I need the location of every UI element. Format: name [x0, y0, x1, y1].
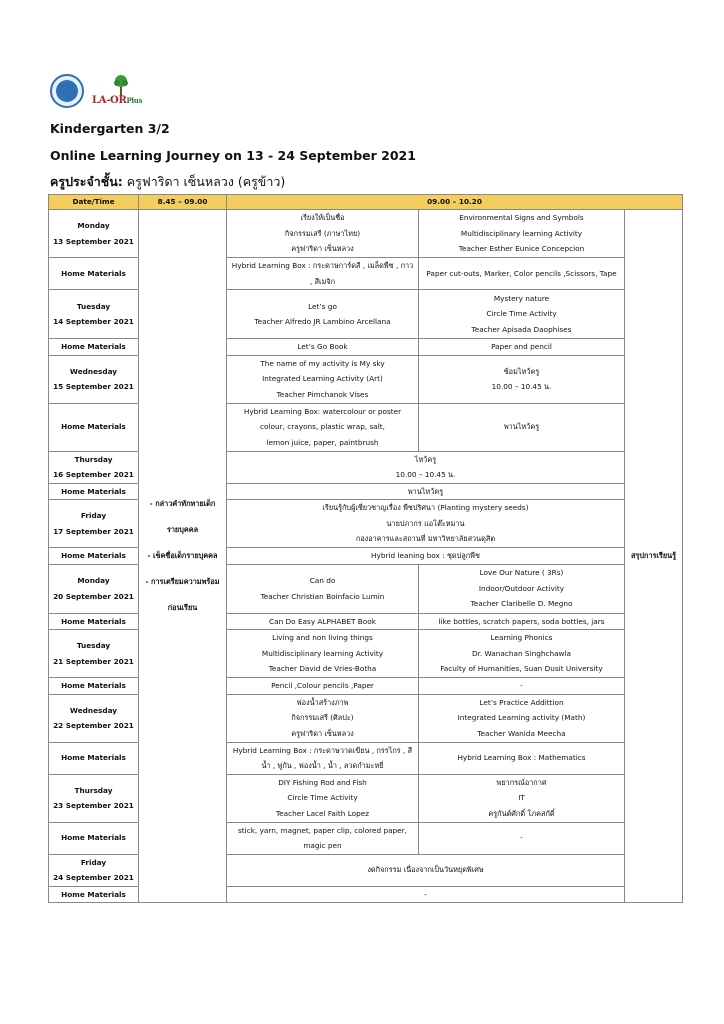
schedule-table	[48, 194, 683, 903]
materials-cell: -	[419, 822, 625, 854]
home-materials-label: Home Materials	[49, 483, 139, 500]
date-cell: Friday 17 September 2021	[49, 500, 139, 548]
date-cell: Monday 20 September 2021	[49, 564, 139, 613]
col-slot1: 8.45 – 09.00	[139, 195, 227, 210]
date-cell: Wednesday 22 September 2021	[49, 694, 139, 742]
materials-cell: Hybrid Learning Box : Mathematics	[419, 742, 625, 774]
date-cell: Tuesday 14 September 2021	[49, 290, 139, 339]
materials-cell: Paper cut-outs, Marker, Color pencils ,Scissors, Tape	[419, 258, 625, 290]
home-materials-label: Home Materials	[49, 548, 139, 565]
activity-cell: DIY Fishing Rod and Fish Circle Time Activity Teacher Lacel Faith Lopez	[227, 774, 419, 822]
materials-cell: Hybrid Learning Box : กระดาษวาดเขียน , กรรไกร , สี น้ำ , พู่กัน , ฟองน้ำ , น้ำ , ลวดกำมะหยี่	[227, 742, 419, 774]
school-seal-logo	[50, 74, 84, 108]
home-materials-label: Home Materials	[49, 339, 139, 356]
activity-cell: Love Our Nature ( 3Rs) Indoor/Outdoor Activity Teacher Claribelle D. Megno	[419, 564, 625, 613]
activity-cell: เรียงให้เป็นชื่อ กิจกรรมเสรี (ภาษาไทย) ครูฟาริดา เซ็นหลวง	[227, 210, 419, 258]
table-row	[49, 210, 683, 258]
home-materials-label: Home Materials	[49, 258, 139, 290]
homeroom-teacher	[50, 172, 285, 192]
materials-cell: Let’s Go Book	[227, 339, 419, 356]
materials-cell: Hybrid Learning Box: watercolour or poster colour, crayons, plastic wrap, salt, lemon juice, paper, paintbrush	[227, 403, 419, 451]
date-cell: Monday 13 September 2021	[49, 210, 139, 258]
materials-cell: พานไหว้ครู	[227, 483, 625, 500]
class-title: Kindergarten 3/2	[50, 121, 170, 136]
activity-cell: เรียนรู้กับผู้เชี่ยวชาญเรื่อง พืชปริศนา (Planting mystery seeds) นายปภากร แอโต๊ะหมาน กองอาคารและสถานที่ มหาวิทยาลัยสวนดุสิต	[227, 500, 625, 548]
materials-cell: -	[419, 678, 625, 695]
la-or-plus-logo: LA-ORPlus	[90, 74, 150, 108]
activity-cell: ซ้อมไหว้ครู 10.00 – 10.45 น.	[419, 355, 625, 403]
activity-cell: ไหว้ครู 10.00 – 10.45 น.	[227, 451, 625, 483]
col-slot2: 09.00 – 10.20	[227, 195, 683, 210]
materials-cell: Pencil ,Colour pencils ,Paper	[227, 678, 419, 695]
activity-cell: พยากรณ์อากาศ IT ครูกันต์ศักดิ์ โภคสกัดิ์	[419, 774, 625, 822]
home-materials-label: Home Materials	[49, 678, 139, 695]
date-cell: Wednesday 15 September 2021	[49, 355, 139, 403]
home-materials-label: Home Materials	[49, 613, 139, 630]
home-materials-label: Home Materials	[49, 822, 139, 854]
journey-title: Online Learning Journey on 13 - 24 September 2021	[50, 148, 416, 163]
activity-cell: Environmental Signs and Symbols Multidisciplinary learning Activity Teacher Esther Eunice Concepcion	[419, 210, 625, 258]
activity-cell: Can do Teacher Christian Boinfacio Lumin	[227, 564, 419, 613]
activity-cell: Living and non living things Multidisciplinary learning Activity Teacher David de Vries-Botha	[227, 630, 419, 678]
materials-cell: like bottles, scratch papers, soda bottles, jars	[419, 613, 625, 630]
greeting-column: - กล่าวคำทักทายเด็ก รายบุคคล - เช็คชื่อเด็กรายบุคคล - การเตรียมความพร้อม ก่อนเรียน	[139, 210, 227, 903]
header-row	[49, 195, 683, 210]
summary-column: สรุปการเรียนรู้	[625, 210, 683, 903]
date-cell: Thursday 16 September 2021	[49, 451, 139, 483]
materials-cell: stick, yarn, magnet, paper clip, colored paper, magic pen	[227, 822, 419, 854]
activity-cell: Let’s go Teacher Alfredo JR Lambino Arcellana	[227, 290, 419, 339]
logos	[50, 72, 150, 110]
teacher-label: ครูประจำชั้น:	[50, 174, 123, 189]
col-date-time: Date/Time	[49, 195, 139, 210]
activity-cell: The name of my activity is My sky Integrated Learning Activity (Art) Teacher Pimchanok Vises	[227, 355, 419, 403]
home-materials-label: Home Materials	[49, 886, 139, 903]
materials-cell: Hybrid leaning box : ชุดปลูกพืช	[227, 548, 625, 565]
date-cell: Tuesday 21 September 2021	[49, 630, 139, 678]
materials-cell: Paper and pencil	[419, 339, 625, 356]
date-cell: Thursday 23 September 2021	[49, 774, 139, 822]
materials-cell: Hybrid Learning Box : กระดาษการ์ดสี , เมล็ดพืช , กาว , สีเมจิก	[227, 258, 419, 290]
home-materials-label: Home Materials	[49, 403, 139, 451]
activity-cell: งดกิจกรรม เนื่องจากเป็นวันหยุดพิเศษ	[227, 854, 625, 886]
activity-cell: Mystery nature Circle Time Activity Teacher Apisada Daophises	[419, 290, 625, 339]
activity-cell: ฟองน้ำสร้างภาพ กิจกรรมเสรี (ศิลปะ) ครูฟาริดา เซ็นหลวง	[227, 694, 419, 742]
activity-cell: Learning Phonics Dr. Wanachan Singhchawla Faculty of Humanities, Suan Dusit University	[419, 630, 625, 678]
materials-cell: Can Do Easy ALPHABET Book	[227, 613, 419, 630]
activity-cell: Let’s Practice Addittion Integrated Learning activity (Math) Teacher Wanida Meecha	[419, 694, 625, 742]
date-cell: Friday 24 September 2021	[49, 854, 139, 886]
home-materials-label: Home Materials	[49, 742, 139, 774]
tree-icon	[112, 74, 130, 96]
materials-cell: -	[227, 886, 625, 903]
materials-cell: พานไหว้ครู	[419, 403, 625, 451]
teacher-name: ครูฟาริดา เซ็นหลวง (ครูข้าว)	[122, 174, 286, 189]
